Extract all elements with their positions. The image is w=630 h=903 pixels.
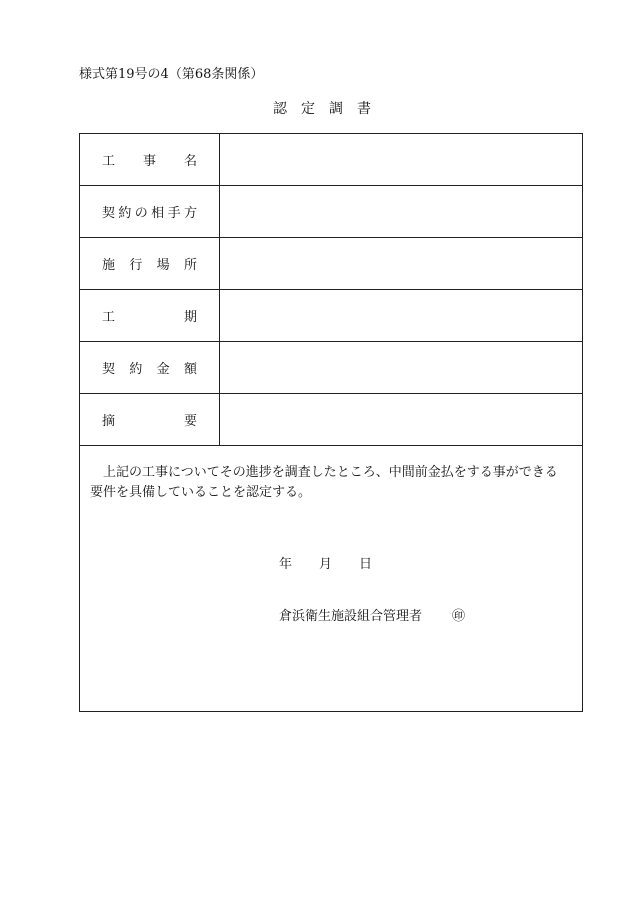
field-value[interactable]	[220, 134, 583, 186]
field-label-text	[102, 150, 197, 169]
field-value[interactable]	[220, 290, 583, 342]
field-row	[80, 342, 583, 394]
certification-row	[80, 446, 583, 712]
field-label-char: 名	[183, 154, 197, 169]
field-label-char: 要	[183, 414, 197, 429]
field-label-char: 約	[129, 362, 143, 377]
field-row	[80, 394, 583, 446]
field-label	[80, 238, 220, 290]
field-value[interactable]	[220, 238, 583, 290]
manager-title: 倉浜衛生施設組合管理者	[279, 609, 423, 624]
field-label	[80, 186, 220, 238]
field-label	[80, 134, 220, 186]
field-value[interactable]	[220, 342, 583, 394]
field-label-char: 額	[183, 362, 197, 377]
field-label-text	[102, 410, 197, 429]
field-row	[80, 186, 583, 238]
field-label	[80, 290, 220, 342]
field-label-char: 工	[102, 310, 116, 325]
field-label-char: 期	[183, 310, 197, 325]
field-label-char: 摘	[102, 414, 116, 429]
field-label-char: 方	[183, 206, 197, 221]
field-label-text	[102, 358, 197, 377]
manager-line	[279, 605, 465, 624]
field-label-char: 手	[167, 206, 181, 221]
field-row	[80, 290, 583, 342]
certification-cell	[80, 446, 583, 712]
certification-text: 上記の工事についてその進捗を調査したところ、中間前金払をする事ができる要件を具備していることを認定する。	[90, 465, 558, 500]
date-line	[279, 553, 372, 572]
field-label-char: 金	[156, 362, 170, 377]
field-label-char: 工	[102, 154, 116, 169]
field-label-char: 施	[102, 258, 116, 273]
seal-mark: ㊞	[452, 609, 466, 624]
field-label-text	[102, 202, 197, 221]
date-month-label: 月	[319, 557, 333, 572]
field-label-char: 所	[183, 258, 197, 273]
field-label	[80, 342, 220, 394]
date-day-label: 日	[359, 557, 373, 572]
field-label-text	[102, 306, 197, 325]
form-number: 様式第19号の4（第68条関係）	[79, 67, 264, 82]
field-label	[80, 394, 220, 446]
field-label-char: 場	[156, 258, 170, 273]
field-value[interactable]	[220, 394, 583, 446]
field-row	[80, 134, 583, 186]
field-label-char: 事	[142, 154, 156, 169]
field-label-char: 契	[102, 362, 116, 377]
form-table	[79, 133, 583, 712]
field-label-char: 契	[102, 206, 116, 221]
document-title: 認定調書	[273, 101, 385, 117]
field-label-char: の	[134, 206, 148, 221]
date-year-label: 年	[279, 557, 293, 572]
field-label-char: 相	[151, 206, 165, 221]
field-label-char: 行	[129, 258, 143, 273]
field-label-char: 約	[118, 206, 132, 221]
field-label-text	[102, 254, 197, 273]
field-row	[80, 238, 583, 290]
field-value[interactable]	[220, 186, 583, 238]
